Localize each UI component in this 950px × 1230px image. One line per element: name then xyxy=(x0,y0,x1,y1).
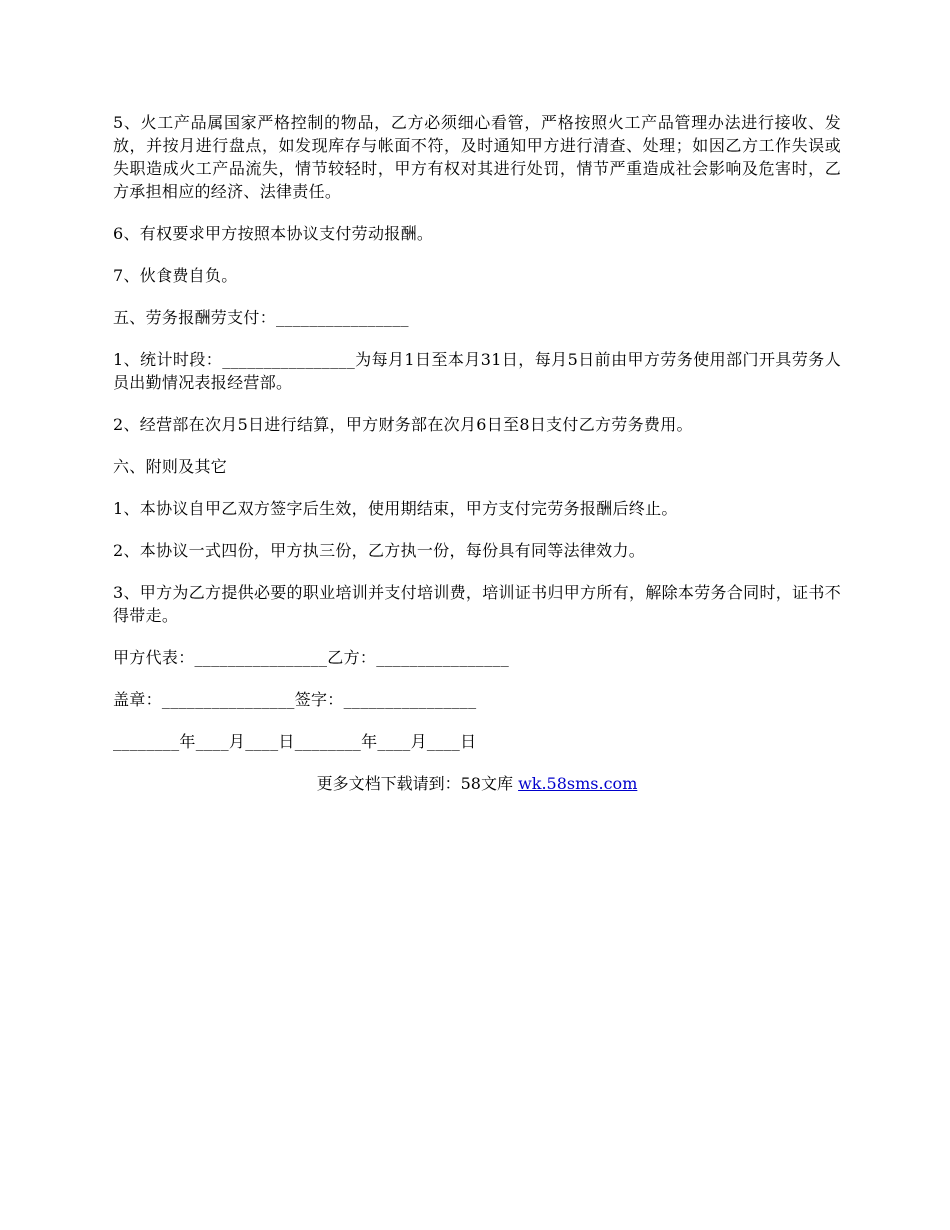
clause-6-remuneration-right: 6、有权要求甲方按照本协议支付劳动报酬。 xyxy=(113,224,434,243)
section-6-item-1: 1、本协议自甲乙双方签字后生效，使用期结束，甲方支付完劳务报酬后终止。 xyxy=(113,499,678,518)
signature-dates: ________年____月____日________年____月____日 xyxy=(113,732,477,751)
clause-7-meal-expense: 7、伙食费自负。 xyxy=(113,266,238,285)
footer-note xyxy=(113,772,841,795)
clause-5-explosives: 5、火工产品属国家严格控制的物品，乙方必须细心看管，严格按照火工产品管理办法进行接收、发放，并按月进行盘点，如发现库存与帐面不符，及时通知甲方进行清查、处理；如因乙方工作失误或失职造成火工产品流失，情节较轻时，甲方有权对其进行处罚，情节严重造成社会影响及危害时，乙方承担相应的经济、法律责任。 xyxy=(113,113,841,201)
footer-prefix: 更多文档下载请到：58文库 xyxy=(316,774,519,793)
document-page xyxy=(113,111,841,795)
section-5-item-2: 2、经营部在次月5日进行结算，甲方财务部在次月6日至8日支付乙方劳务费用。 xyxy=(113,415,693,434)
section-6-heading: 六、附则及其它 xyxy=(113,457,228,476)
section-5-item-1: 1、统计时段：________________为每月1日至本月31日，每月5日前由甲方劳务使用部门开具劳务人员出勤情况表报经营部。 xyxy=(113,350,841,392)
section-6-item-3: 3、甲方为乙方提供必要的职业培训并支付培训费，培训证书归甲方所有，解除本劳务合同时，证书不得带走。 xyxy=(113,583,841,625)
footer-link[interactable]: wk.58sms.com xyxy=(518,774,638,793)
signature-seal: 盖章：________________签字：________________ xyxy=(113,690,477,709)
section-6-item-2: 2、本协议一式四份，甲方执三份，乙方执一份，每份具有同等法律效力。 xyxy=(113,541,646,560)
section-5-heading: 五、劳务报酬劳支付：________________ xyxy=(113,308,409,327)
signature-representatives: 甲方代表：________________乙方：________________ xyxy=(113,648,509,667)
